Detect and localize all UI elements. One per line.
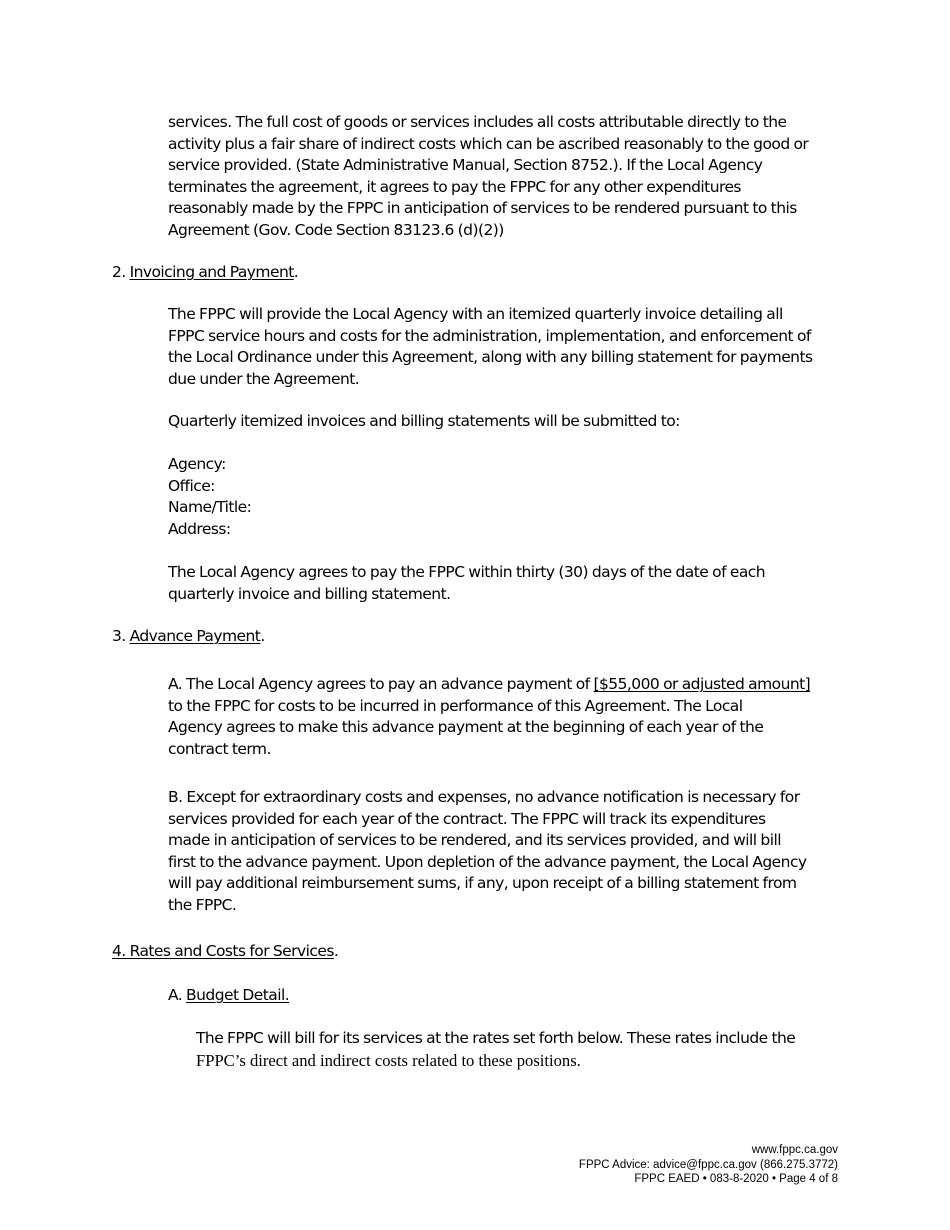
section-3-item-b (168, 787, 807, 916)
paragraph-line: the FPPC. (168, 895, 237, 914)
paragraph-line: quarterly invoice and billing statement. (168, 584, 451, 603)
section-3-title-suffix: . (260, 627, 265, 645)
section-2-paragraph-2 (168, 411, 680, 433)
section-2-title: Invoicing and Payment (129, 263, 294, 281)
page-footer (579, 1143, 838, 1187)
section-2-paragraph-1 (168, 304, 813, 390)
paragraph-line: made in anticipation of services to be rendered, and its services provided, and will bill (168, 831, 781, 849)
paragraph-line: services provided for each year of the contract. The FPPC will track its expenditures (168, 809, 766, 828)
intro-paragraph (168, 112, 808, 241)
item-a-prefix: A. The Local Agency agrees to pay an advance payment of (168, 675, 594, 693)
footer-advice-contact: FPPC Advice: advice@fppc.ca.gov (866.275.3772) (578, 1158, 838, 1171)
section-2-number: 2. (112, 263, 130, 281)
section-4-item-a-heading (168, 985, 289, 1007)
paragraph-line: the Local Ordinance under this Agreement, along with any billing statement for payments (168, 348, 813, 366)
intro-line: services. The full cost of goods or services includes all costs attributable directly to the (168, 113, 787, 131)
footer-form-page-number: FPPC EAED • 083-8-2020 • Page 4 of 8 (634, 1173, 838, 1185)
paragraph-line: first to the advance payment. Upon depletion of the advance payment, the Local Agency (168, 852, 807, 871)
section-4-heading (112, 941, 338, 963)
intro-line: reasonably made by the FPPC in anticipation of services to be rendered pursuant to this (168, 199, 797, 217)
advance-payment-amount: [$55,000 or adjusted amount] (593, 675, 811, 693)
paragraph-line: to the FPPC for costs to be incurred in performance of this Agreement. The Local (168, 696, 743, 715)
paragraph-line (168, 674, 810, 696)
agency-field-label: Agency: (168, 455, 226, 473)
paragraph-line: Quarterly itemized invoices and billing statements will be submitted to: (168, 412, 680, 430)
address-field-label: Address: (168, 519, 231, 538)
name-title-field-label: Name/Title: (168, 498, 252, 516)
paragraph-line: Agency agrees to make this advance payment at the beginning of each year of the (168, 718, 764, 736)
paragraph-line: due under the Agreement. (168, 369, 360, 388)
paragraph-line: B. Except for extraordinary costs and expenses, no advance notification is necessary for (168, 788, 800, 806)
section-2-title-suffix: . (293, 263, 299, 281)
intro-line: service provided. (State Administrative Manual, Section 8752.). If the Local Agency (168, 156, 763, 174)
section-3-title: Advance Payment (129, 627, 261, 645)
section-4-title-suffix: . (333, 942, 339, 960)
paragraph-line: The FPPC will provide the Local Agency with an itemized quarterly invoice detailing all (168, 305, 783, 323)
budget-detail-title: Budget Detail. (186, 986, 290, 1004)
invoice-contact-fields (168, 454, 251, 540)
section-3-number: 3. (112, 627, 130, 645)
section-3-item-a (168, 674, 810, 760)
footer-website: www.fppc.ca.gov (751, 1144, 838, 1156)
office-field-label: Office: (168, 476, 215, 495)
paragraph-line: The Local Agency agrees to pay the FPPC within thirty (30) days of the date of each (168, 563, 766, 581)
budget-detail-paragraph (196, 1028, 795, 1071)
section-4-title: 4. Rates and Costs for Services (112, 942, 334, 960)
paragraph-line: FPPC’s direct and indirect costs related to these positions. (196, 1050, 581, 1070)
intro-line: terminates the agreement, it agrees to pay the FPPC for any other expenditures (168, 177, 741, 196)
section-2-paragraph-3 (168, 562, 765, 605)
paragraph-line: will pay additional reimbursement sums, if any, upon receipt of a billing statement from (168, 874, 797, 892)
section-2-heading (112, 262, 298, 284)
section-3-heading (112, 626, 265, 648)
paragraph-line: FPPC service hours and costs for the administration, implementation, and enforcement of (168, 326, 811, 345)
intro-line: Agreement (Gov. Code Section 83123.6 (d)(2)) (168, 220, 504, 239)
item-a-prefix: A. (168, 986, 187, 1004)
paragraph-line: The FPPC will bill for its services at the rates set forth below. These rates include the (196, 1029, 796, 1047)
intro-line: activity plus a fair share of indirect costs which can be ascribed reasonably to the good or (168, 134, 809, 153)
paragraph-line: contract term. (168, 739, 271, 758)
